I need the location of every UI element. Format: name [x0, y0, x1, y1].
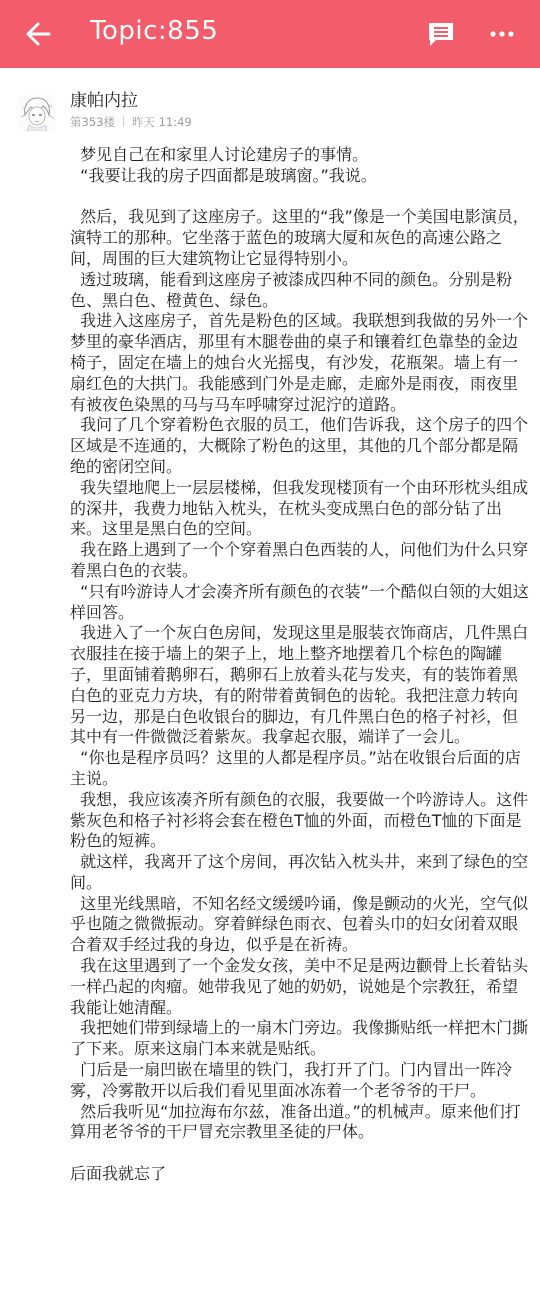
post-paragraph: 透过玻璃，能看到这座房子被漆成四种不同的颜色。分别是粉色、黑白色、橙黄色、绿色。	[70, 269, 513, 310]
post-paragraph: 梦见自己在和家里人讨论建房子的事情。	[70, 145, 369, 164]
post-content	[70, 145, 530, 1185]
more-button[interactable]	[488, 22, 516, 46]
post-time: 昨天 11:49	[131, 115, 192, 129]
post-header	[0, 68, 540, 138]
post-paragraph: 就这样，我离开了这个房间，再次钻入枕头井，来到了绿色的空间。	[70, 852, 529, 892]
arrow-left-icon	[23, 19, 53, 49]
post-paragraph: 我进入了一个灰白色房间，发现这里是服装衣饰商店，几件黑白衣服挂在接于墙上的架子上，地上整齐地摆着几个棕色的陶罐子，里面铺着鹅卵石，鹅卵石上放着头花与发夹，有的装饰着黑白色的亚克力方块，有的附带着黄铜色的齿轮。我把注意力转向另一边，那是白色收银台的脚边，有几件黑白色的格子衬衫，但其中有一件微微泛着紫灰。我拿起衣服，端详了一会儿。	[70, 623, 529, 747]
post-paragraph	[70, 187, 530, 208]
post-paragraph: “我要让我的房子四面都是玻璃窗。”我说。	[70, 165, 377, 185]
more-dots-icon	[488, 22, 516, 46]
post-paragraph: 后面我就忘了	[70, 1164, 167, 1184]
post-paragraph: 我在路上遇到了一个个穿着黑白色西装的人，问他们为什么只穿着黑白色的衣装。	[70, 540, 529, 580]
post-paragraph: 我进入这座房子，首先是粉色的区域。我联想到我做的另外一个梦里的豪华酒店，那里有木腿卷曲的桌子和镶着红色靠垫的金边椅子，固定在墙上的烛台火光摇曳，有沙发，花瓶架。墙上有一扇红色的大拱门。我能感到门外是走廊，走廊外是雨夜，雨夜里有被夜色染黑的马与马车呼啸穿过泥泞的道路。	[70, 311, 529, 414]
post-paragraph: 然后我听见“加拉海布尔兹，准备出道。”的机械声。原来他们打算用老爷爷的干尸冒充宗教里圣徒的尸体。	[70, 1101, 521, 1142]
page-title: Topic:855	[90, 16, 219, 46]
post-paragraph: 我失望地爬上一层层楼梯，但我发现楼顶有一个由环形枕头组成的深井，我费力地钻入枕头，在枕头变成黑白色的部分钻了出来。这里是黑白色的空间。	[70, 477, 529, 539]
post-paragraph: 我想，我应该凑齐所有颜色的衣服，我要做一个吟游诗人。这件紫灰色和格子衬衫将会套在橙色T恤的外面，而橙色T恤的下面是粉色的短裤。	[70, 789, 529, 851]
post-paragraph: 这里光线黑暗，不知名经文缓缓吟诵，像是颤动的火光，空气似乎也随之微微振动。穿着鲜绿色雨衣、包着头巾的妇女闭着双眼合着双手经过我的身边，似乎是在祈祷。	[70, 893, 529, 955]
post-paragraph: 门后是一扇凹嵌在墙里的铁门，我打开了门。门内冒出一阵冷雾，冷雾散开以后我们看见里面冰冻着一个老爷爷的干尸。	[70, 1060, 513, 1100]
anime-avatar-icon	[19, 95, 55, 131]
post-paragraph	[70, 1143, 530, 1164]
floor-number: 第353楼	[70, 115, 115, 129]
post-paragraph: 我问了几个穿着粉色衣服的员工，他们告诉我，这个房子的四个区域是不连通的，大概除了粉色的这里，其他的几个部分都是隔绝的密闭空间。	[70, 415, 529, 476]
author-name[interactable]: 康帕内拉	[70, 91, 138, 111]
post-paragraph: 我把她们带到绿墙上的一扇木门旁边。我像撕贴纸一样把木门撕了下来。原来这扇门本来就是贴纸。	[70, 1018, 529, 1059]
top-app-bar	[0, 0, 540, 68]
avatar[interactable]	[19, 95, 55, 131]
post-meta	[70, 114, 192, 130]
back-button[interactable]	[22, 18, 54, 50]
meta-divider	[123, 116, 124, 127]
comment-icon	[426, 20, 456, 48]
post-paragraph: “只有吟游诗人才会凑齐所有颜色的衣装”一个酷似白领的大姐这样回答。	[70, 581, 529, 622]
post-paragraph: “你也是程序员吗？这里的人都是程序员。”站在收银台后面的店主说。	[70, 748, 521, 788]
comment-button[interactable]	[426, 20, 456, 48]
post-paragraph: 我在这里遇到了一个金发女孩，美中不足是两边颧骨上长着钻头一样凸起的肉瘤。她带我见了她的奶奶，说她是个宗教狂，希望我能让她清醒。	[70, 956, 529, 1017]
post-paragraph: 然后，我见到了这座房子。这里的“我”像是一个美国电影演员，演特工的那种。它坐落于蓝色的玻璃大厦和灰色的高速公路之间，周围的巨大建筑物让它显得特别小。	[70, 207, 529, 268]
